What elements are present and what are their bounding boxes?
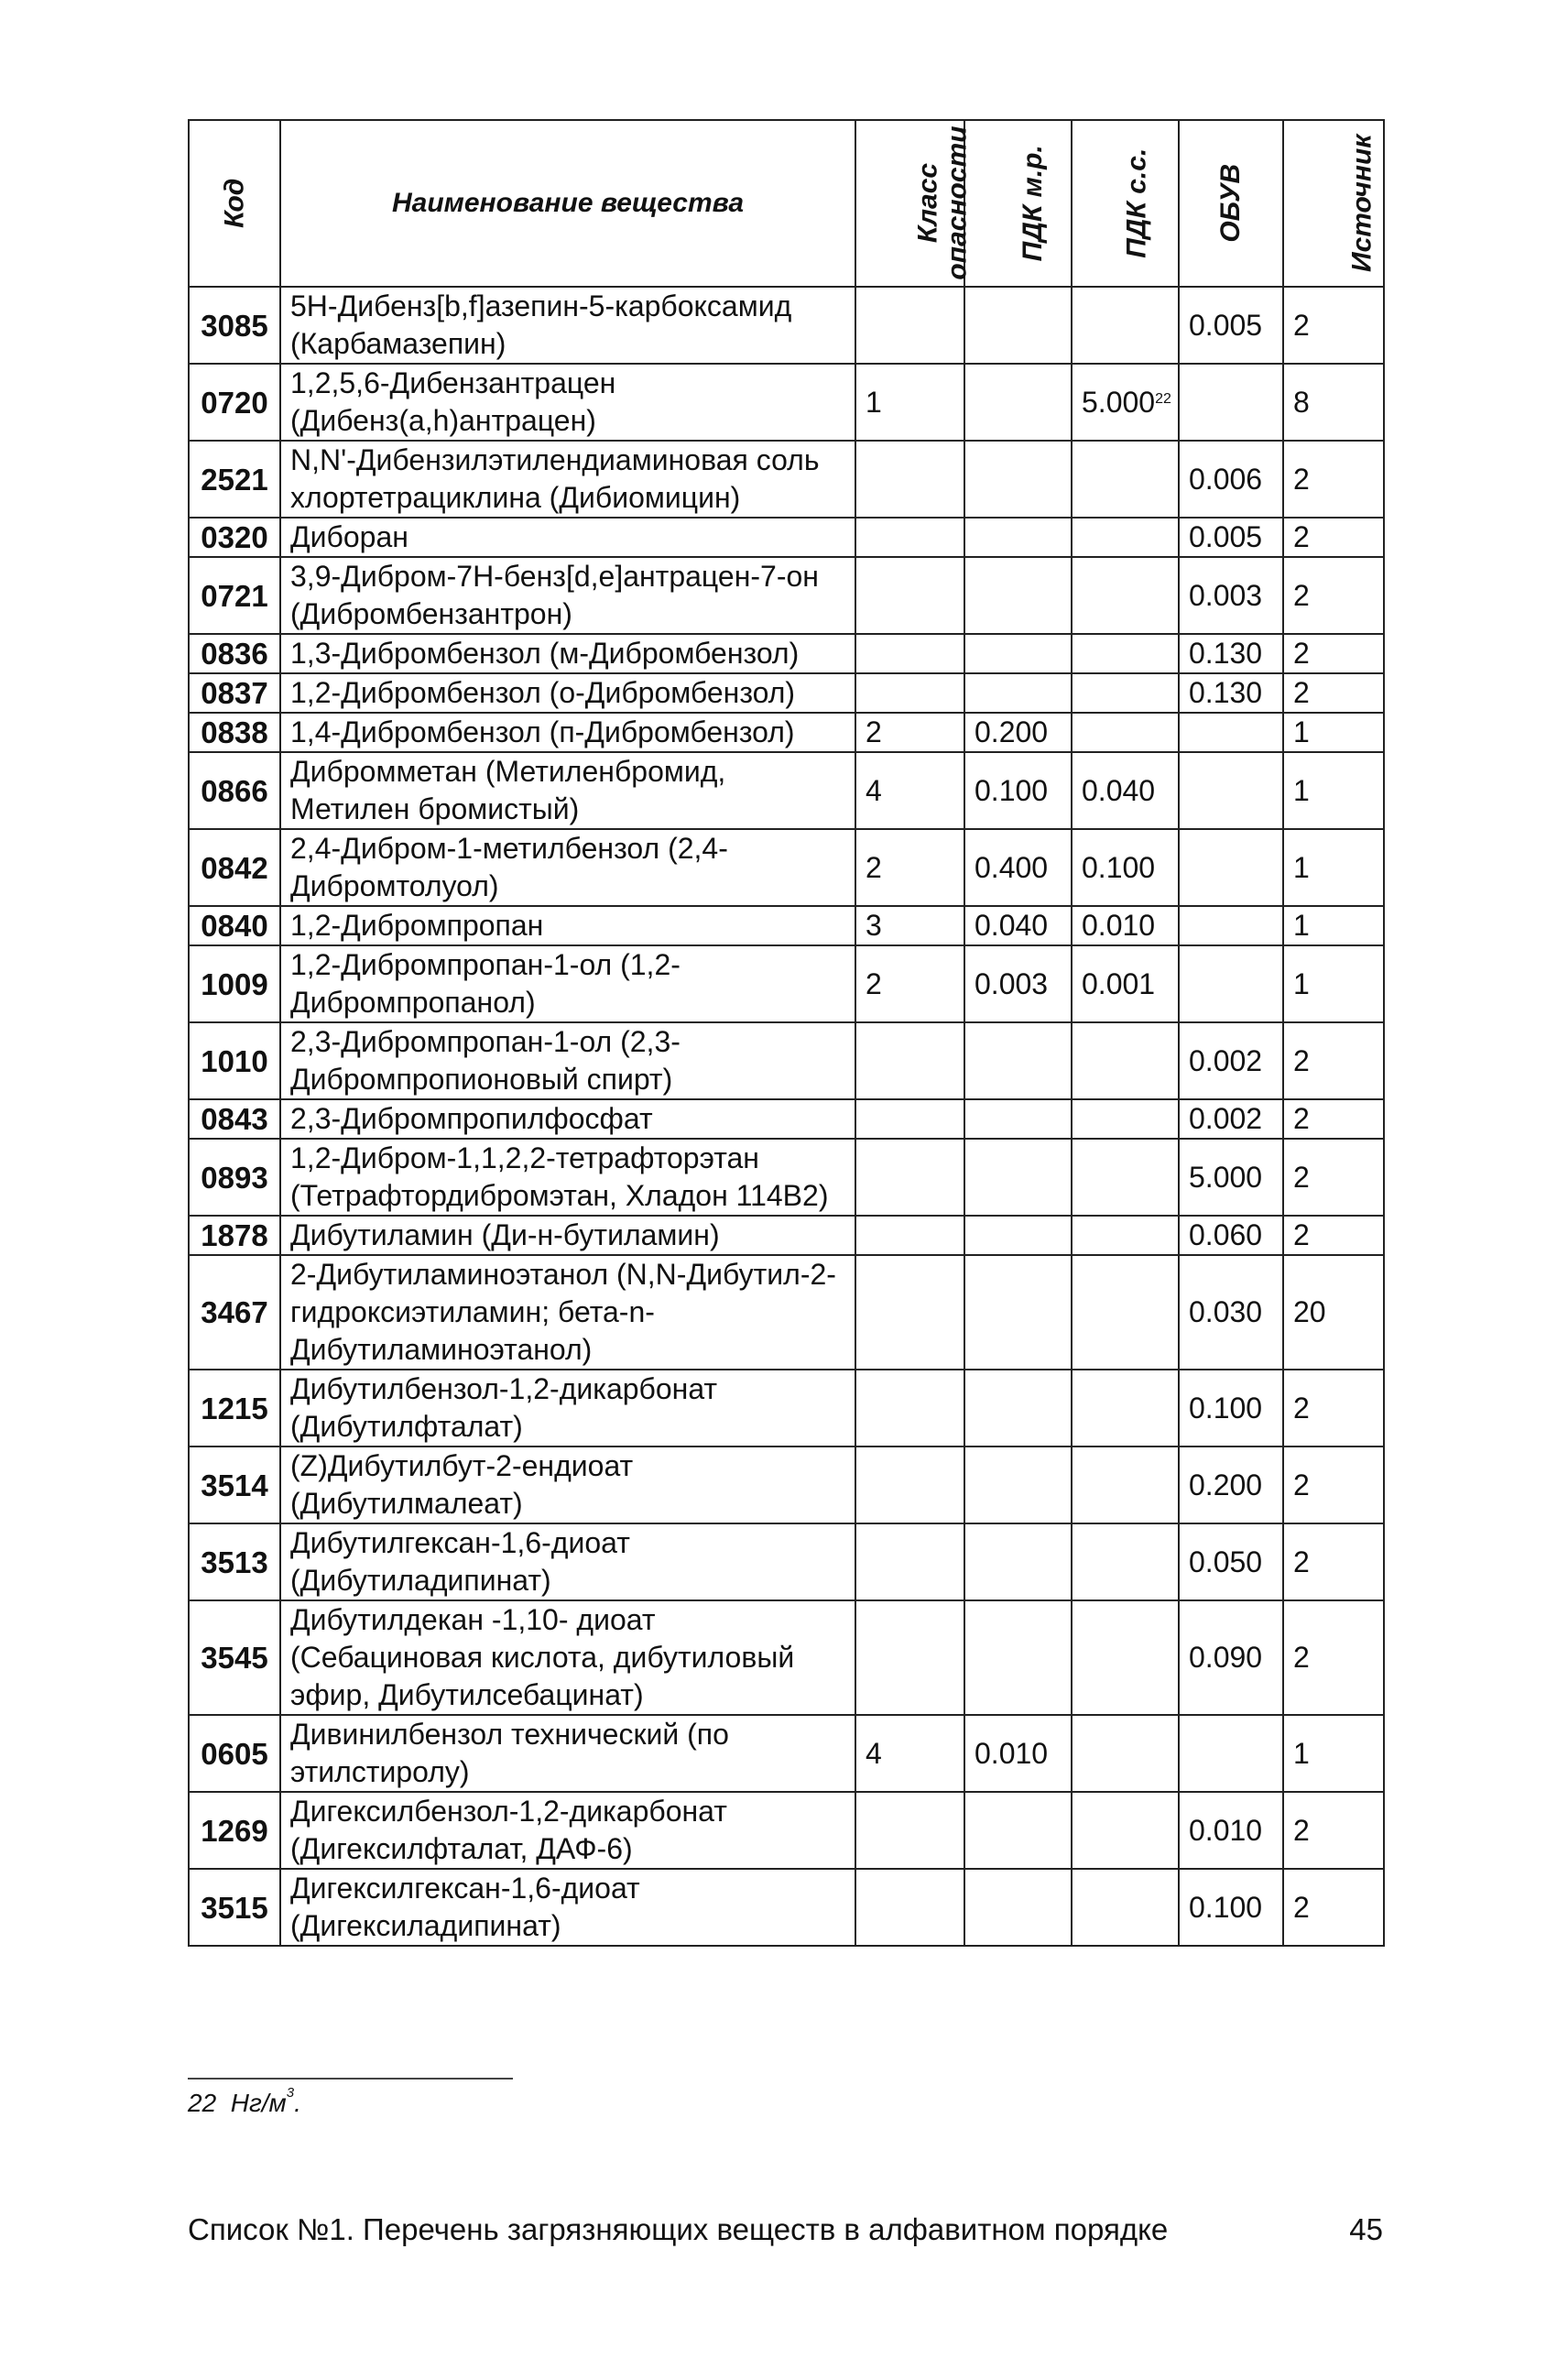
cell-name: 2,3-Дибромпропан-1-ол (2,3-Дибромпропионовый спирт) [280, 1022, 855, 1099]
cell-hazard-class: 2 [855, 829, 964, 906]
cell-code: 0842 [189, 829, 280, 906]
cell-hazard-class: 2 [855, 713, 964, 752]
cell-obuv: 0.200 [1179, 1447, 1283, 1523]
cell-code: 3545 [189, 1600, 280, 1715]
cell-pdk-mr: 0.010 [964, 1715, 1072, 1792]
cell-pdk-mr: 0.040 [964, 906, 1072, 945]
cell-hazard-class [855, 1255, 964, 1370]
cell-code: 3514 [189, 1447, 280, 1523]
cell-pdk-ss [1072, 557, 1179, 634]
header-name: Наименование вещества [280, 120, 855, 287]
cell-hazard-class: 1 [855, 364, 964, 441]
cell-pdk-ss [1072, 634, 1179, 673]
cell-obuv [1179, 829, 1283, 906]
cell-name: Дибромметан (Метиленбромид, Метилен бромистый) [280, 752, 855, 829]
cell-code: 0605 [189, 1715, 280, 1792]
cell-pdk-mr [964, 673, 1072, 713]
cell-source: 2 [1283, 1370, 1384, 1447]
cell-name: Дивинилбензол технический (по этилстиролу) [280, 1715, 855, 1792]
cell-obuv [1179, 752, 1283, 829]
cell-pdk-mr [964, 518, 1072, 557]
cell-name: 1,2-Дибромпропан [280, 906, 855, 945]
cell-source: 2 [1283, 673, 1384, 713]
cell-name: Дибутилдекан -1,10- диоат (Себациновая кислота, дибутиловый эфир, Дибутилсебацинат) [280, 1600, 855, 1715]
cell-code: 0843 [189, 1099, 280, 1139]
cell-code: 3467 [189, 1255, 280, 1370]
substances-table [188, 119, 1385, 1947]
cell-hazard-class [855, 1099, 964, 1139]
footnote-ref: 22 [1155, 390, 1171, 407]
table-row [189, 1099, 1384, 1139]
footnote-divider [188, 2078, 513, 2080]
footnote-text: Нг/м [230, 2089, 287, 2117]
table-row [189, 713, 1384, 752]
cell-hazard-class [855, 673, 964, 713]
table-row [189, 287, 1384, 364]
cell-name: 1,3-Дибромбензол (м-Дибромбензол) [280, 634, 855, 673]
cell-name: Дигексилбензол-1,2-дикарбонат (Дигексилфталат, ДАФ-6) [280, 1792, 855, 1869]
cell-name: 2,4-Дибром-1-метилбензол (2,4-Дибромтолуол) [280, 829, 855, 906]
cell-code: 0866 [189, 752, 280, 829]
cell-name: 1,2-Дибромбензол (о-Дибромбензол) [280, 673, 855, 713]
table-row [189, 1370, 1384, 1447]
cell-pdk-ss [1072, 1715, 1179, 1792]
cell-code: 0720 [189, 364, 280, 441]
cell-source: 20 [1283, 1255, 1384, 1370]
table-row [189, 1255, 1384, 1370]
cell-code: 0320 [189, 518, 280, 557]
table-row [189, 673, 1384, 713]
cell-pdk-ss [1072, 1139, 1179, 1216]
cell-obuv: 0.030 [1179, 1255, 1283, 1370]
table-row [189, 1869, 1384, 1946]
cell-code: 2521 [189, 441, 280, 518]
cell-obuv: 0.005 [1179, 518, 1283, 557]
cell-pdk-ss: 0.001 [1072, 945, 1179, 1022]
cell-hazard-class [855, 1600, 964, 1715]
cell-obuv: 0.130 [1179, 634, 1283, 673]
header-source: Источник [1283, 120, 1384, 287]
cell-obuv: 0.130 [1179, 673, 1283, 713]
cell-obuv: 0.003 [1179, 557, 1283, 634]
cell-pdk-ss [1072, 1370, 1179, 1447]
cell-name: Дибутилбензол-1,2-дикарбонат (Дибутилфталат) [280, 1370, 855, 1447]
cell-hazard-class [855, 1523, 964, 1600]
cell-name: 2-Дибутиламиноэтанол (N,N-Дибутил-2-гидроксиэтиламин; бета-n-Дибутиламиноэтанол) [280, 1255, 855, 1370]
cell-source: 2 [1283, 1099, 1384, 1139]
table-row [189, 1447, 1384, 1523]
cell-hazard-class: 3 [855, 906, 964, 945]
cell-code: 1878 [189, 1216, 280, 1255]
cell-pdk-ss: 5.000$^{22}$ [1072, 364, 1179, 441]
cell-pdk-mr [964, 1869, 1072, 1946]
cell-obuv [1179, 945, 1283, 1022]
table-row [189, 364, 1384, 441]
footer-caption: Список №1. Перечень загрязняющих веществ в алфавитном порядке [188, 2212, 1169, 2246]
cell-code: 1009 [189, 945, 280, 1022]
cell-obuv: 5.000 [1179, 1139, 1283, 1216]
cell-source: 1 [1283, 829, 1384, 906]
cell-hazard-class [855, 1447, 964, 1523]
cell-pdk-mr [964, 1370, 1072, 1447]
cell-pdk-mr [964, 1447, 1072, 1523]
cell-pdk-mr [964, 1600, 1072, 1715]
cell-pdk-ss: 0.010 [1072, 906, 1179, 945]
cell-pdk-mr [964, 1523, 1072, 1600]
cell-source: 2 [1283, 441, 1384, 518]
cell-obuv: 0.010 [1179, 1792, 1283, 1869]
cell-name: (Z)Дибутилбут-2-ендиоат (Дибутилмалеат) [280, 1447, 855, 1523]
cell-hazard-class [855, 1792, 964, 1869]
cell-pdk-mr: 0.400 [964, 829, 1072, 906]
table-row [189, 634, 1384, 673]
cell-hazard-class [855, 1370, 964, 1447]
cell-pdk-mr [964, 441, 1072, 518]
cell-pdk-ss [1072, 1523, 1179, 1600]
cell-pdk-ss: 0.040 [1072, 752, 1179, 829]
cell-obuv: 0.060 [1179, 1216, 1283, 1255]
table-row [189, 1216, 1384, 1255]
cell-source: 2 [1283, 518, 1384, 557]
cell-source: 8 [1283, 364, 1384, 441]
cell-obuv: 0.100 [1179, 1869, 1283, 1946]
cell-source: 2 [1283, 287, 1384, 364]
cell-source: 2 [1283, 1216, 1384, 1255]
footnote-superscript: 3 [286, 2085, 295, 2101]
cell-pdk-mr: 0.100 [964, 752, 1072, 829]
cell-name: 1,2-Дибромпропан-1-ол (1,2-Дибромпропанол) [280, 945, 855, 1022]
page-number: 45 [1349, 2212, 1383, 2246]
cell-pdk-ss [1072, 1099, 1179, 1139]
header-code: Код [189, 120, 280, 287]
cell-name: 2,3-Дибромпропилфосфат [280, 1099, 855, 1139]
cell-pdk-mr [964, 1099, 1072, 1139]
cell-obuv: 0.100 [1179, 1370, 1283, 1447]
table-row [189, 1523, 1384, 1600]
table-header-row [189, 120, 1384, 287]
cell-source: 2 [1283, 1600, 1384, 1715]
header-hazard-class: Класс опасности [855, 120, 964, 287]
cell-hazard-class [855, 1139, 964, 1216]
cell-obuv: 0.005 [1179, 287, 1283, 364]
cell-code: 0838 [189, 713, 280, 752]
cell-code: 1010 [189, 1022, 280, 1099]
cell-code: 1269 [189, 1792, 280, 1869]
cell-hazard-class [855, 518, 964, 557]
cell-source: 2 [1283, 1523, 1384, 1600]
cell-code: 3085 [189, 287, 280, 364]
cell-pdk-mr [964, 1022, 1072, 1099]
footnote: 22 $Нг/м^3$. [188, 2085, 301, 2117]
cell-source: 2 [1283, 1792, 1384, 1869]
cell-source: 2 [1283, 1139, 1384, 1216]
cell-code: 0721 [189, 557, 280, 634]
cell-name: Диборан [280, 518, 855, 557]
cell-name: Дигексилгексан-1,6-диоат (Дигексиладипинат) [280, 1869, 855, 1946]
cell-hazard-class [855, 1216, 964, 1255]
cell-pdk-ss [1072, 1216, 1179, 1255]
cell-name: 3,9-Дибром-7Н-бенз[d,e]антрацен-7-он (Дибромбензантрон) [280, 557, 855, 634]
table-row [189, 829, 1384, 906]
cell-source: 2 [1283, 634, 1384, 673]
cell-pdk-mr [964, 1792, 1072, 1869]
table-body [189, 287, 1384, 1946]
cell-source: 1 [1283, 752, 1384, 829]
table-row [189, 945, 1384, 1022]
cell-hazard-class [855, 1022, 964, 1099]
cell-obuv [1179, 713, 1283, 752]
cell-pdk-mr [964, 634, 1072, 673]
cell-name: 5Н-Дибенз[b,f]азепин-5-карбоксамид (Карбамазепин) [280, 287, 855, 364]
cell-pdk-ss [1072, 441, 1179, 518]
cell-source: 1 [1283, 945, 1384, 1022]
cell-name: 1,4-Дибромбензол (п-Дибромбензол) [280, 713, 855, 752]
table-row [189, 1139, 1384, 1216]
cell-hazard-class [855, 441, 964, 518]
cell-obuv: 0.090 [1179, 1600, 1283, 1715]
cell-hazard-class: 4 [855, 752, 964, 829]
cell-obuv [1179, 1715, 1283, 1792]
header-pdk-mr: ПДК м.р. [964, 120, 1072, 287]
cell-name: 1,2,5,6-Дибензантрацен (Дибенз(a,h)антрацен) [280, 364, 855, 441]
cell-pdk-ss [1072, 1255, 1179, 1370]
cell-pdk-mr [964, 364, 1072, 441]
cell-code: 3515 [189, 1869, 280, 1946]
cell-obuv: 0.050 [1179, 1523, 1283, 1600]
table-row [189, 906, 1384, 945]
cell-source: 1 [1283, 906, 1384, 945]
cell-hazard-class: 4 [855, 1715, 964, 1792]
cell-pdk-mr [964, 1216, 1072, 1255]
cell-source: 2 [1283, 1022, 1384, 1099]
cell-pdk-ss [1072, 287, 1179, 364]
cell-pdk-mr: 0.200 [964, 713, 1072, 752]
cell-name: Дибутиламин (Ди-н-бутиламин) [280, 1216, 855, 1255]
cell-obuv [1179, 364, 1283, 441]
cell-source: 1 [1283, 713, 1384, 752]
cell-hazard-class: 2 [855, 945, 964, 1022]
cell-pdk-ss [1072, 1600, 1179, 1715]
cell-code: 0840 [189, 906, 280, 945]
page-footer [188, 2212, 1383, 2247]
cell-pdk-ss [1072, 673, 1179, 713]
cell-code: 0893 [189, 1139, 280, 1216]
cell-code: 1215 [189, 1370, 280, 1447]
cell-pdk-ss [1072, 518, 1179, 557]
cell-pdk-ss [1072, 1869, 1179, 1946]
cell-source: 1 [1283, 1715, 1384, 1792]
cell-pdk-ss [1072, 713, 1179, 752]
cell-pdk-mr [964, 1139, 1072, 1216]
cell-name: Дибутилгексан-1,6-диоат (Дибутиладипинат) [280, 1523, 855, 1600]
cell-pdk-ss [1072, 1022, 1179, 1099]
cell-source: 2 [1283, 557, 1384, 634]
table-row [189, 1022, 1384, 1099]
cell-obuv: 0.002 [1179, 1022, 1283, 1099]
cell-obuv: 0.006 [1179, 441, 1283, 518]
cell-pdk-ss [1072, 1447, 1179, 1523]
table-row [189, 557, 1384, 634]
table-row [189, 518, 1384, 557]
table-row [189, 441, 1384, 518]
footnote-number: 22 [188, 2089, 217, 2117]
cell-pdk-ss: 0.100 [1072, 829, 1179, 906]
table-row [189, 1715, 1384, 1792]
cell-code: 0837 [189, 673, 280, 713]
cell-pdk-mr [964, 557, 1072, 634]
cell-code: 3513 [189, 1523, 280, 1600]
cell-hazard-class [855, 1869, 964, 1946]
cell-name: 1,2-Дибром-1,1,2,2-тетрафторэтан (Тетрафтордибромэтан, Хладон 114В2) [280, 1139, 855, 1216]
cell-hazard-class [855, 634, 964, 673]
cell-obuv: 0.002 [1179, 1099, 1283, 1139]
cell-source: 2 [1283, 1869, 1384, 1946]
cell-pdk-mr [964, 287, 1072, 364]
cell-name: N,N'-Дибензилэтилендиаминовая соль хлортетрациклина (Дибиомицин) [280, 441, 855, 518]
cell-source: 2 [1283, 1447, 1384, 1523]
cell-hazard-class [855, 557, 964, 634]
cell-code: 0836 [189, 634, 280, 673]
cell-pdk-ss [1072, 1792, 1179, 1869]
cell-obuv [1179, 906, 1283, 945]
header-obuv: ОБУВ [1179, 120, 1283, 287]
cell-pdk-mr [964, 1255, 1072, 1370]
cell-pdk-mr: 0.003 [964, 945, 1072, 1022]
substances-table-container [188, 119, 1383, 1947]
table-row [189, 1600, 1384, 1715]
table-row [189, 752, 1384, 829]
header-pdk-ss: ПДК с.с. [1072, 120, 1179, 287]
cell-hazard-class [855, 287, 964, 364]
table-row [189, 1792, 1384, 1869]
